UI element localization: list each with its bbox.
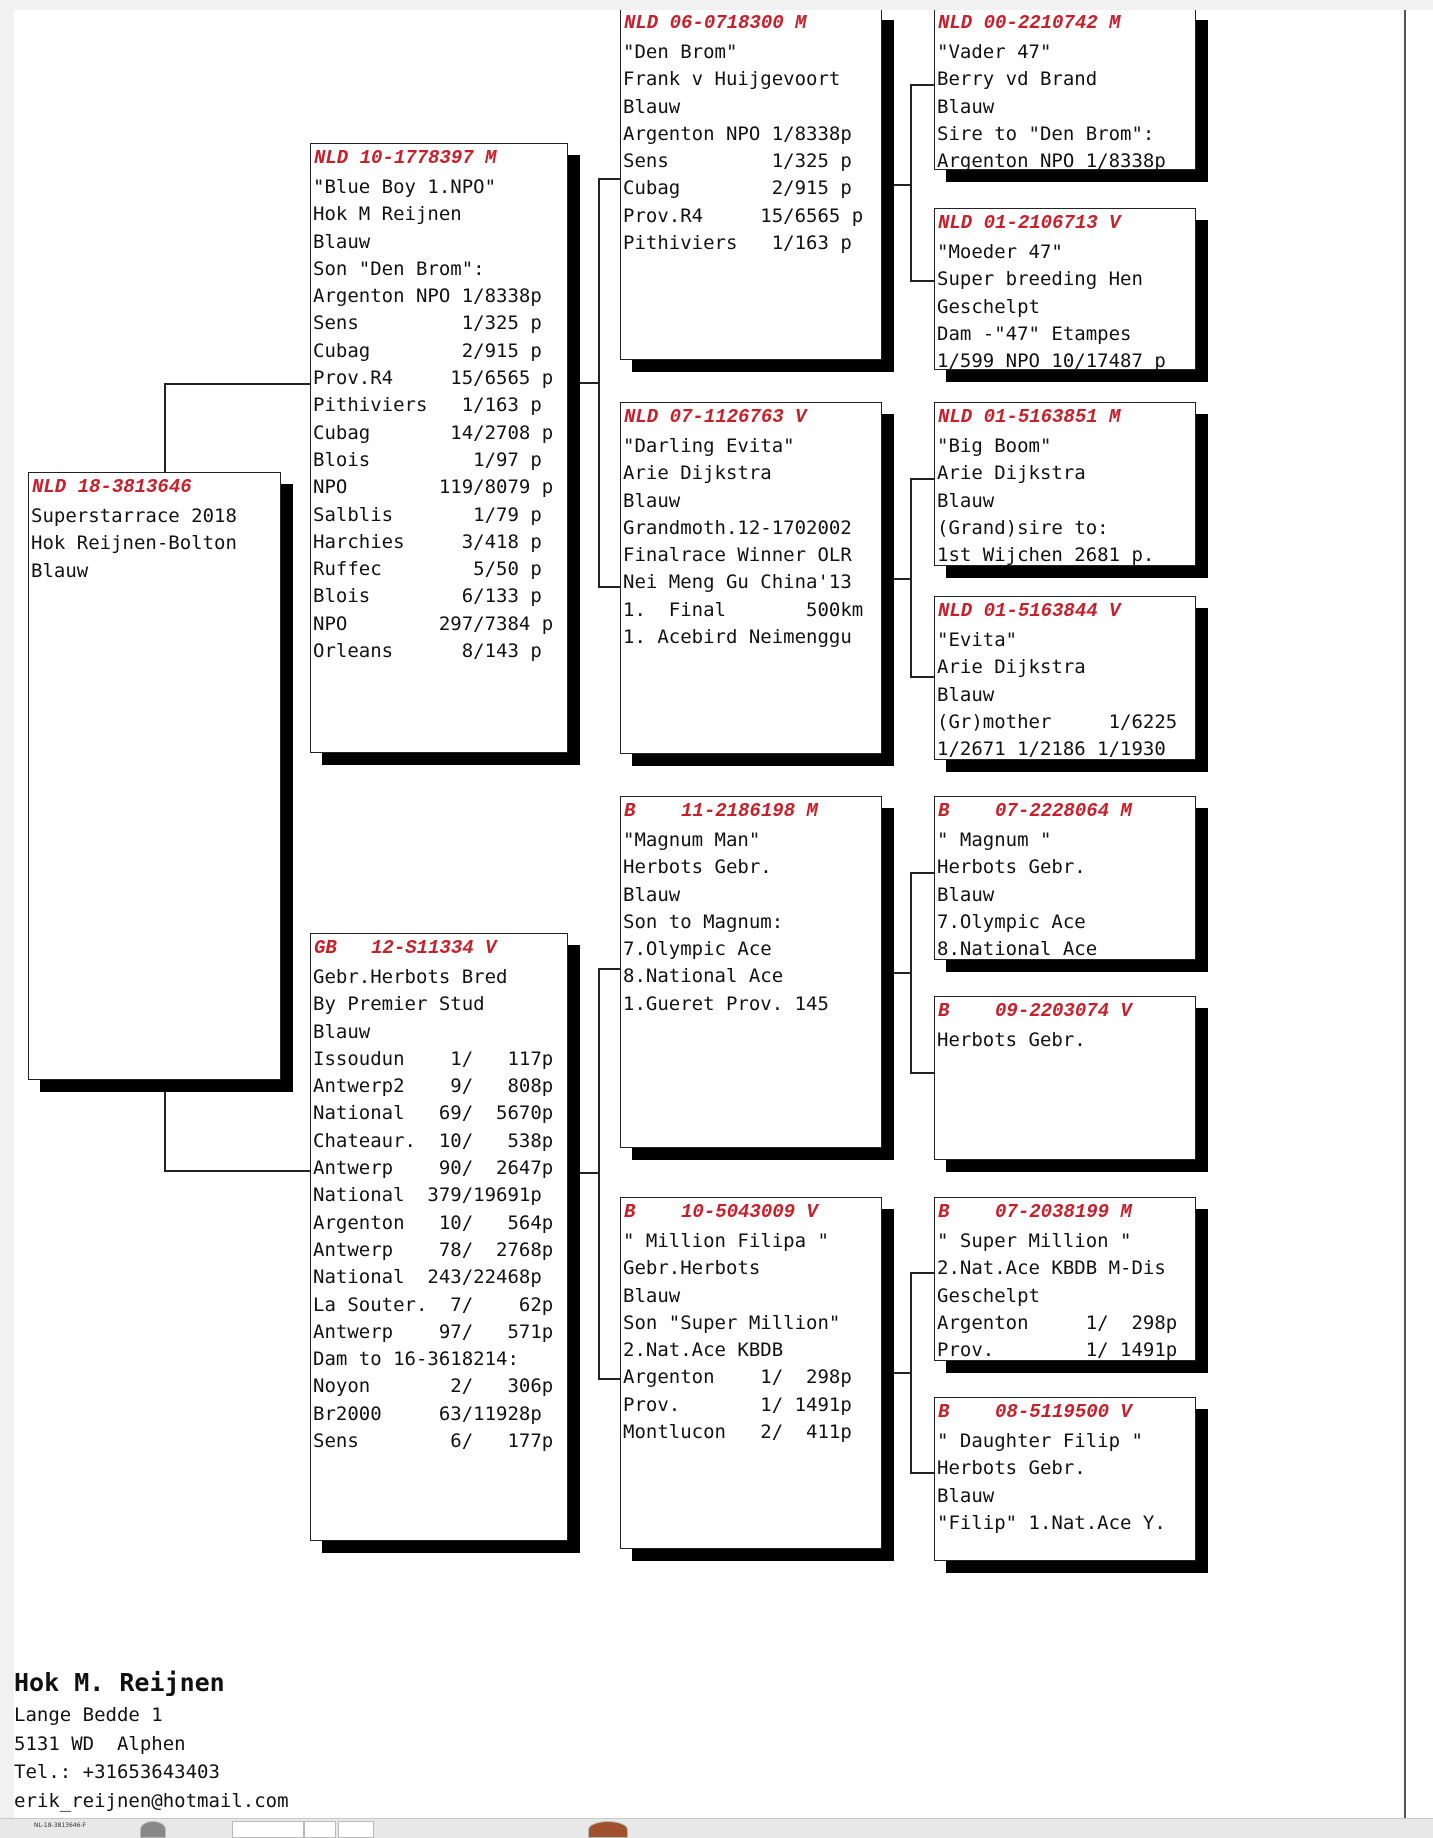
ring-number: GB 12-S11334 V bbox=[314, 937, 497, 959]
card-line: Geschelpt bbox=[937, 295, 1040, 318]
card-line: Harchies 3/418 p bbox=[313, 530, 542, 553]
ring-number: NLD 01-5163844 V bbox=[938, 600, 1121, 622]
card-line: Prov. 1/ 1491p bbox=[937, 1339, 1178, 1362]
pedigree-card-sdd bbox=[934, 596, 1196, 760]
card-line: Argenton 1/ 298p bbox=[937, 1311, 1178, 1334]
connector bbox=[164, 383, 310, 385]
card-line: Herbots Gebr. bbox=[937, 856, 1086, 879]
thumbnail[interactable] bbox=[338, 1821, 374, 1838]
ring-number: NLD 18-3813646 bbox=[32, 476, 192, 498]
card-line: "Big Boom" bbox=[937, 435, 1052, 457]
card-line: Blauw bbox=[623, 883, 681, 906]
card-line: Argenton 10/ 564p bbox=[313, 1211, 554, 1234]
card-line: "Moeder 47" bbox=[937, 241, 1063, 263]
connector bbox=[882, 184, 910, 186]
card-line: 8.National Ace bbox=[937, 938, 1098, 961]
card-line: "Filip" 1.Nat.Ace Y. bbox=[937, 1511, 1166, 1534]
card-line: Blauw bbox=[313, 230, 371, 253]
pedigree-card-dds bbox=[934, 1197, 1196, 1361]
owner-contact bbox=[14, 1665, 289, 1815]
pedigree-card-sds bbox=[934, 402, 1196, 566]
card-line: " Daughter Filip " bbox=[937, 1430, 1143, 1452]
ring-number: NLD 01-2106713 V bbox=[938, 212, 1121, 234]
card-line: Chateaur. 10/ 538p bbox=[313, 1129, 554, 1152]
card-line: 1/599 NPO 10/17487 p bbox=[937, 350, 1166, 373]
card-line: Finalrace Winner OLR bbox=[623, 544, 852, 567]
connector bbox=[568, 382, 598, 384]
thumbnail[interactable] bbox=[232, 1821, 304, 1838]
ring-number: B 10-5043009 V bbox=[624, 1201, 818, 1223]
card-line: Arie Dijkstra bbox=[623, 462, 772, 485]
connector bbox=[598, 1378, 620, 1380]
card-line: Br2000 63/11928p bbox=[313, 1402, 542, 1425]
card-line: 7.Olympic Ace bbox=[937, 910, 1086, 933]
card-line: 1. Final 500km bbox=[623, 598, 864, 621]
card-line: (Gr)mother 1/6225 bbox=[937, 710, 1178, 733]
card-line: Sens 1/325 p bbox=[313, 312, 542, 335]
connector bbox=[164, 383, 166, 472]
owner-email: erik_reijnen@hotmail.com bbox=[14, 1789, 289, 1812]
card-line: Antwerp 97/ 571p bbox=[313, 1320, 554, 1343]
card-line: Blauw bbox=[31, 559, 89, 582]
card-line: National 379/19691p bbox=[313, 1184, 542, 1207]
card-line: Herbots Gebr. bbox=[937, 1029, 1086, 1051]
card-line: Hok Reijnen-Bolton bbox=[31, 532, 237, 555]
pedigree-card-dd bbox=[620, 1197, 882, 1549]
connector bbox=[910, 1072, 934, 1074]
pedigree-card-dsd bbox=[934, 996, 1196, 1160]
card-line: "Blue Boy 1.NPO" bbox=[313, 176, 497, 198]
connector bbox=[910, 676, 934, 678]
card-line: Super breeding Hen bbox=[937, 268, 1143, 291]
pedigree-card-dss bbox=[934, 796, 1196, 960]
thumbnail[interactable] bbox=[304, 1821, 336, 1838]
pedigree-card-dam bbox=[310, 933, 568, 1541]
thumbnail[interactable] bbox=[588, 1821, 628, 1838]
connector bbox=[882, 1372, 910, 1374]
connector bbox=[910, 1272, 912, 1472]
card-line: Herbots Gebr. bbox=[937, 1457, 1086, 1480]
pedigree-card-ss bbox=[620, 10, 882, 360]
connector bbox=[910, 84, 934, 86]
card-line: By Premier Stud bbox=[313, 993, 485, 1016]
card-line: 2.Nat.Ace KBDB M-Dis bbox=[937, 1257, 1166, 1280]
owner-address: Lange Bedde 1 bbox=[14, 1704, 163, 1726]
card-line: Argenton 1/ 298p bbox=[623, 1366, 852, 1389]
card-line: "Den Brom" bbox=[623, 41, 738, 63]
card-line: 1.Gueret Prov. 145 bbox=[623, 992, 829, 1015]
card-line: Frank v Huijgevoort bbox=[623, 68, 841, 91]
ring-number: B 07-2038199 M bbox=[938, 1201, 1132, 1223]
card-line: 8.National Ace bbox=[623, 965, 784, 988]
card-line: National 243/22468p bbox=[313, 1266, 542, 1289]
card-line: Berry vd Brand bbox=[937, 68, 1098, 91]
ring-number: NLD 10-1778397 M bbox=[314, 147, 497, 169]
pedigree-card-sire bbox=[310, 143, 568, 753]
connector bbox=[164, 1080, 166, 1170]
card-line: Superstarrace 2018 bbox=[31, 505, 237, 527]
connector bbox=[598, 968, 620, 970]
ring-number: NLD 06-0718300 M bbox=[624, 12, 807, 34]
owner-city: 5131 WD Alphen bbox=[14, 1732, 186, 1755]
pedigree-card-subject bbox=[28, 472, 281, 1080]
card-line: Cubag 2/915 p bbox=[623, 177, 852, 200]
card-line: La Souter. 7/ 62p bbox=[313, 1293, 554, 1316]
connector bbox=[882, 972, 910, 974]
card-line: " Million Filipa " bbox=[623, 1230, 829, 1252]
card-line: (Grand)sire to: bbox=[937, 516, 1109, 539]
card-line: 7.Olympic Ace bbox=[623, 938, 772, 961]
card-line: 2.Nat.Ace KBDB bbox=[623, 1339, 784, 1362]
pedigree-card-ssd bbox=[934, 208, 1196, 373]
card-line: Blauw bbox=[623, 1284, 681, 1307]
card-line: Argenton NPO 1/8338p bbox=[313, 285, 542, 308]
owner-name: Hok M. Reijnen bbox=[14, 1668, 225, 1697]
card-line: Argenton NPO 1/8338p bbox=[937, 150, 1166, 173]
card-line: " Magnum " bbox=[937, 829, 1052, 851]
card-line: Gebr.Herbots Bred bbox=[313, 966, 508, 988]
card-line: Prov.R4 15/6565 p bbox=[623, 204, 864, 227]
card-line: 1st Wijchen 2681 p. bbox=[937, 544, 1155, 567]
pedigree-card-ddd bbox=[934, 1397, 1196, 1561]
ring-number: B 07-2228064 M bbox=[938, 800, 1132, 822]
card-line: Montlucon 2/ 411p bbox=[623, 1421, 852, 1444]
card-line: Blauw bbox=[937, 489, 995, 512]
card-line: "Magnum Man" bbox=[623, 829, 761, 851]
card-line: "Evita" bbox=[937, 629, 1018, 651]
card-line: Blauw bbox=[937, 95, 995, 118]
connector bbox=[910, 84, 912, 280]
card-line: Issoudun 1/ 117p bbox=[313, 1047, 554, 1070]
card-line: Son to Magnum: bbox=[623, 910, 784, 933]
ring-number: NLD 01-5163851 M bbox=[938, 406, 1121, 428]
card-line: Cubag 2/915 p bbox=[313, 339, 542, 362]
pedigree-card-sss bbox=[934, 10, 1196, 173]
ring-number: B 08-5119500 V bbox=[938, 1401, 1132, 1423]
card-line: Antwerp 90/ 2647p bbox=[313, 1157, 554, 1180]
connector bbox=[910, 872, 912, 1072]
connector bbox=[910, 872, 934, 874]
card-line: "Darling Evita" bbox=[623, 435, 795, 457]
card-line: Son "Super Million" bbox=[623, 1311, 841, 1334]
connector bbox=[164, 1170, 310, 1172]
card-line: National 69/ 5670p bbox=[313, 1102, 554, 1125]
ring-number: NLD 00-2210742 M bbox=[938, 12, 1121, 34]
pedigree-card-sd bbox=[620, 402, 882, 754]
card-line: Grandmoth.12-1702002 bbox=[623, 516, 852, 539]
card-line: Cubag 14/2708 p bbox=[313, 421, 554, 444]
card-line: Hok M Reijnen bbox=[313, 203, 462, 226]
connector bbox=[910, 478, 934, 480]
card-line: Geschelpt bbox=[937, 1284, 1040, 1307]
card-line: Arie Dijkstra bbox=[937, 462, 1086, 485]
card-line: Ruffec 5/50 p bbox=[313, 558, 542, 581]
connector bbox=[882, 578, 910, 580]
card-line: Sens 6/ 177p bbox=[313, 1430, 554, 1453]
card-line: NPO 119/8079 p bbox=[313, 476, 554, 499]
card-line: Antwerp 78/ 2768p bbox=[313, 1238, 554, 1261]
owner-phone: Tel.: +31653643403 bbox=[14, 1761, 220, 1783]
card-line: Sire to "Den Brom": bbox=[937, 122, 1155, 145]
card-line: Nei Meng Gu China'13 bbox=[623, 571, 852, 594]
card-line: Herbots Gebr. bbox=[623, 856, 772, 879]
card-line: Argenton NPO 1/8338p bbox=[623, 122, 852, 145]
card-line: Orleans 8/143 p bbox=[313, 640, 542, 663]
card-line: "Vader 47" bbox=[937, 41, 1052, 63]
card-line: NPO 297/7384 p bbox=[313, 612, 554, 635]
card-line: Blauw bbox=[937, 1484, 995, 1507]
thumbnail-caption: NL-18-3813646-F bbox=[34, 1822, 87, 1829]
card-line: Pithiviers 1/163 p bbox=[623, 232, 852, 255]
connector bbox=[598, 178, 600, 586]
card-line: Blauw bbox=[937, 683, 995, 706]
card-line: 1/2671 1/2186 1/1930 bbox=[937, 738, 1166, 761]
ring-number: NLD 07-1126763 V bbox=[624, 406, 807, 428]
card-line: Blois 1/97 p bbox=[313, 448, 542, 471]
connector bbox=[598, 178, 620, 180]
card-line: Noyon 2/ 306p bbox=[313, 1375, 554, 1398]
pedigree-card-ds bbox=[620, 796, 882, 1148]
card-line: Sens 1/325 p bbox=[623, 150, 852, 173]
card-line: Blauw bbox=[313, 1020, 371, 1043]
page-edge-line bbox=[1404, 10, 1406, 1818]
card-line: Blauw bbox=[623, 95, 681, 118]
card-line: Dam -"47" Etampes bbox=[937, 322, 1132, 345]
card-line: Arie Dijkstra bbox=[937, 656, 1086, 679]
card-line: Gebr.Herbots bbox=[623, 1257, 761, 1280]
card-line: Blois 6/133 p bbox=[313, 585, 542, 608]
card-line: Antwerp2 9/ 808p bbox=[313, 1075, 554, 1098]
card-line: Blauw bbox=[937, 883, 995, 906]
thumbnail-strip[interactable] bbox=[0, 1818, 1433, 1838]
ring-number: B 11-2186198 M bbox=[624, 800, 818, 822]
connector bbox=[910, 1272, 934, 1274]
card-line: Prov. 1/ 1491p bbox=[623, 1393, 852, 1416]
pedigree-sheet bbox=[14, 10, 1433, 1820]
card-line: Prov.R4 15/6565 p bbox=[313, 367, 554, 390]
connector bbox=[910, 1472, 934, 1474]
card-line: Dam to 16-3618214: bbox=[313, 1348, 519, 1371]
connector bbox=[910, 478, 912, 676]
ring-number: B 09-2203074 V bbox=[938, 1000, 1132, 1022]
connector bbox=[598, 586, 620, 588]
connector bbox=[910, 280, 934, 282]
connector bbox=[568, 1172, 598, 1174]
card-line: Pithiviers 1/163 p bbox=[313, 394, 542, 417]
card-line: 1. Acebird Neimenggu bbox=[623, 626, 852, 649]
card-line: Salblis 1/79 p bbox=[313, 503, 542, 526]
connector bbox=[598, 968, 600, 1378]
thumbnail[interactable] bbox=[140, 1821, 166, 1838]
card-line: " Super Million " bbox=[937, 1230, 1132, 1252]
card-line: Blauw bbox=[623, 489, 681, 512]
card-line: Son "Den Brom": bbox=[313, 257, 485, 280]
